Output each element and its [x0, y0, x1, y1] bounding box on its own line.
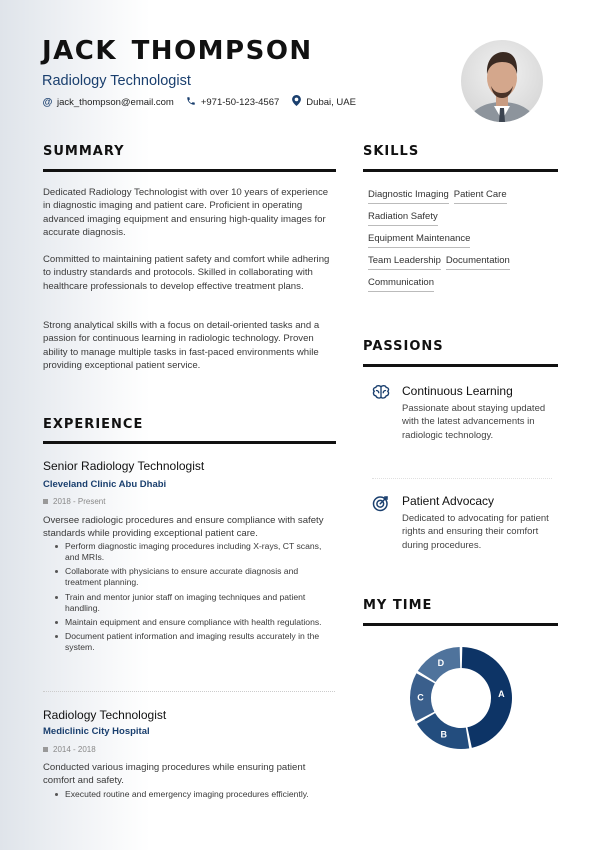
- summary-paragraph-1: Dedicated Radiology Technologist with over 10 years of experience in diagnostic imaging and patient care. Proficient in operating advanced imaging equipment and ensuring high-quality images for accurate diagnosis.: [43, 187, 329, 238]
- location-pin-icon: [291, 95, 302, 109]
- target-icon: [372, 494, 390, 512]
- job-bullet: Perform diagnostic imaging procedures including X-rays, CT scans, and MRIs.: [53, 541, 335, 563]
- experience-divider: [43, 441, 336, 444]
- skill-tag: Diagnostic Imaging: [368, 188, 449, 204]
- skill-tag: Communication: [368, 276, 434, 292]
- donut-label-d: D: [437, 657, 445, 668]
- skills-list: [368, 188, 558, 292]
- contact-phone[interactable]: [186, 96, 279, 109]
- profile-photo: [461, 40, 543, 122]
- job-description-2: Conducted various imaging procedures while ensuring patient comfort and safety.: [43, 762, 306, 786]
- passion-item-2: [372, 494, 557, 564]
- at-icon: @: [42, 96, 53, 108]
- job-title-1: Senior Radiology Technologist: [43, 459, 205, 473]
- passions-divider: [363, 364, 558, 367]
- job-title-2: Radiology Technologist: [43, 708, 167, 722]
- phone-icon: [186, 96, 197, 109]
- summary-paragraph-3: Strong analytical skills with a focus on detail-oriented tasks and a passion for continuous learning in radiologic technology. Proven ability to manage multiple tasks in fast-paced environments while providing exceptional patient service.: [43, 320, 320, 371]
- skill-tag: Documentation: [446, 254, 510, 270]
- donut-label-a: A: [498, 689, 505, 700]
- job-company-2: Mediclinic City Hospital: [43, 726, 150, 737]
- job-description-1: Oversee radiologic procedures and ensure compliance with safety standards while providing exceptional patient care.: [43, 515, 324, 539]
- candidate-title: Radiology Technologist: [42, 73, 191, 89]
- job-bullet: Collaborate with physicians to ensure accurate diagnosis and treatment planning.: [53, 566, 335, 588]
- location-text: Dubai, UAE: [306, 96, 356, 108]
- my-time-heading: MY TIME: [363, 598, 433, 613]
- job-bullet: Document patient information and imaging results accurately in the system.: [53, 631, 335, 653]
- donut-label-b: B: [440, 729, 448, 740]
- summary-divider: [43, 169, 336, 172]
- job-bullet: Train and mentor junior staff on imaging techniques and patient handling.: [53, 592, 335, 614]
- job-dates-text-2: 2014 - 2018: [53, 745, 96, 754]
- passion-item-1: [372, 384, 557, 464]
- passion-description-1: Passionate about staying updated with the latest advancements in radiologic technology.: [402, 403, 546, 441]
- passion-title-2: Patient Advocacy: [402, 494, 495, 508]
- job-bullet: Executed routine and emergency imaging procedures efficiently.: [53, 789, 335, 800]
- summary-heading: SUMMARY: [43, 144, 125, 159]
- experience-heading: EXPERIENCE: [43, 417, 144, 432]
- job-bullets-2: [53, 789, 335, 803]
- email-text: jack_thompson@email.com: [57, 96, 174, 108]
- job-dates-1: [43, 497, 105, 506]
- skill-tag: Patient Care: [454, 188, 507, 204]
- skills-divider: [363, 169, 558, 172]
- job-bullet: Maintain equipment and ensure compliance with health regulations.: [53, 617, 335, 628]
- contact-location: [291, 95, 356, 109]
- contact-bar: [42, 95, 356, 109]
- donut-svg: [408, 645, 514, 751]
- contact-email[interactable]: [42, 97, 174, 108]
- skills-heading: SKILLS: [363, 144, 420, 159]
- skill-tag: Radiation Safety: [368, 210, 438, 226]
- phone-text: +971-50-123-4567: [200, 96, 280, 108]
- job-dates-text-1: 2018 - Present: [53, 497, 106, 506]
- calendar-icon: [43, 747, 48, 752]
- job-dates-2: [43, 745, 96, 754]
- my-time-divider: [363, 623, 558, 626]
- brain-icon: [372, 384, 390, 402]
- passion-title-1: Continuous Learning: [402, 384, 513, 398]
- candidate-name: JACK THOMPSON: [42, 36, 313, 66]
- summary-paragraph-2: Committed to maintaining patient safety and comfort while adhering to industry standards and protocols. Skilled in collaborating with healthcare professionals to develop effective treatment plans.: [43, 254, 330, 292]
- donut-label-c: C: [417, 692, 424, 703]
- passions-heading: PASSIONS: [363, 339, 444, 354]
- skill-tag: Equipment Maintenance: [368, 232, 470, 248]
- job-separator: [43, 691, 335, 692]
- job-company-1: Cleveland Clinic Abu Dhabi: [43, 479, 167, 490]
- skill-tag: Team Leadership: [368, 254, 441, 270]
- calendar-icon: [43, 499, 48, 504]
- time-donut-chart: [408, 645, 514, 751]
- passion-separator: [372, 478, 552, 479]
- passion-description-2: Dedicated to advocating for patient rights and ensuring their comfort during procedures.: [402, 513, 549, 551]
- job-bullets-1: [53, 541, 335, 656]
